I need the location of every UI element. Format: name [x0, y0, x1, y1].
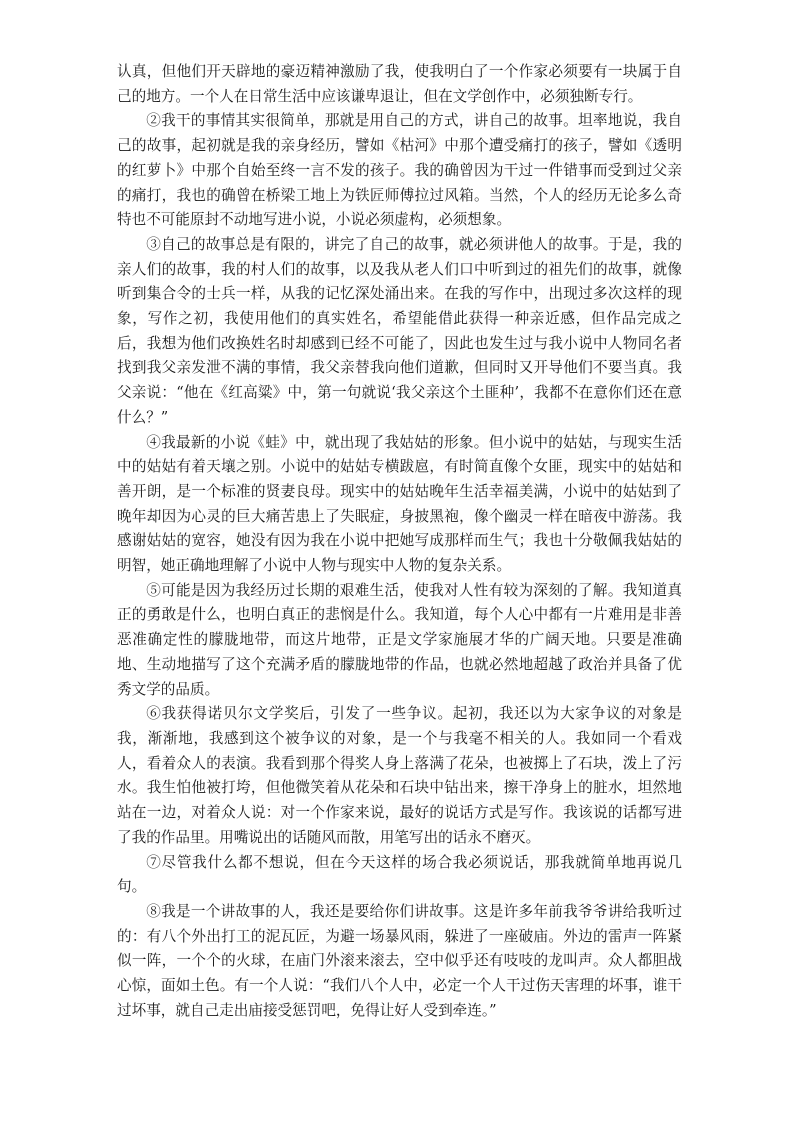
- paragraph-7: ⑦尽管我什么都不想说，但在今天这样的场合我必须说话，那我就简单地再说几句。: [117, 853, 682, 896]
- paragraph-2: ②我干的事情其实很简单，那就是用自己的方式，讲自己的故事。坦率地说，我自己的故事，起初就是我的亲身经历，譬如《枯河》中那个遭受痛打的孩子，譬如《透明的红萝卜》中那个自始至终一言不发的孩子。我的确曾因为干过一件错事而受到过父亲的痛打，我也的确曾在桥梁工地上为铁匠师傅拉过风箱。当然，个人的经历无论多么奇特也不可能原封不动地写进小说，小说必须虚构，必须想象。: [117, 112, 682, 229]
- paragraph-1: 认真，但他们开天辟地的豪迈精神激励了我，使我明白了一个作家必须要有一块属于自己的地方。一个人在日常生活中应该谦卑退让，但在文学创作中，必须独断专行。: [117, 63, 682, 105]
- paragraph-8: ⑧我是一个讲故事的人，我还是要给你们讲故事。这是许多年前我爷爷讲给我听过的：有八个外出打工的泥瓦匠，为避一场暴风雨，躲进了一座破庙。外边的雷声一阵紧似一阵，一个个的火球，在庙门外滚来滚去，空中似乎还有吱吱的龙叫声。众人都胆战心惊，面如土色。有一个人说：“我们八个人中，必定一个人干过伤天害理的坏事，谁干过坏事，就自己走出庙接受惩罚吧，免得让好人受到牵连。”: [117, 902, 682, 1019]
- article-body: [117, 60, 682, 1023]
- paragraph-5: ⑤可能是因为我经历过长期的艰难生活，使我对人性有较为深刻的了解。我知道真正的勇敢是什么，也明白真正的悲悯是什么。我知道，每个人心中都有一片难用是非善恶准确定性的朦胧地带，而这片地带，正是文学家施展才华的广阔天地。只要是准确地、生动地描写了这个充满矛盾的朦胧地带的作品，也就必然地超越了政治并具备了优秀文学的品质。: [117, 581, 682, 698]
- paragraph-6: ⑥我获得诺贝尔文学奖后，引发了一些争议。起初，我还以为大家争议的对象是我，渐渐地，我感到这个被争议的对象，是一个与我毫不相关的人。我如同一个看戏人，看着众人的表演。我看到那个得奖人身上落满了花朵，也被掷上了石块，泼上了污水。我生怕他被打垮，但他微笑着从花朵和石块中钻出来，擦干净身上的脏水，坦然地站在一边，对着众人说：对一个作家来说，最好的说话方式是写作。我该说的话都写进了我的作品里。用嘴说出的话随风而散，用笔写出的话永不磨灭。: [117, 705, 682, 846]
- paragraph-4: ④我最新的小说《蛙》中，就出现了我姑姑的形象。但小说中的姑姑，与现实生活中的姑姑有着天壤之别。小说中的姑姑专横跋扈，有时简直像个女匪，现实中的姑姑和善开朗，是一个标准的贤妻良母。现实中的姑姑晚年生活幸福美满，小说中的姑姑到了晚年却因为心灵的巨大痛苦患上了失眠症，身披黑袍，像个幽灵一样在暗夜中游荡。我感谢姑姑的宽容，她没有因为我在小说中把她写成那样而生气；我也十分敬佩我姑姑的明智，她正确地理解了小说中人物与现实中人物的复杂关系。: [117, 433, 682, 575]
- paragraph-3: ③自己的故事总是有限的，讲完了自己的故事，就必须讲他人的故事。于是，我的亲人们的故事，我的村人们的故事，以及我从老人们口中听到过的祖先们的故事，就像听到集合令的士兵一样，从我的记忆深处涌出来。在我的写作中，出现过多次这样的现象，写作之初，我使用他们的真实姓名，希望能借此获得一种亲近感，但作品完成之后，我想为他们改换姓名时却感到已经不可能了，因此也发生过与我小说中人物同名者找到我父亲发泄不满的事情，我父亲替我向他们道歉，但同时又开导他们不要当真。我父亲说：“他在《红高粱》中，第一句就说‘我父亲这个土匪种’，我都不在意你们还在意什么？”: [117, 235, 682, 426]
